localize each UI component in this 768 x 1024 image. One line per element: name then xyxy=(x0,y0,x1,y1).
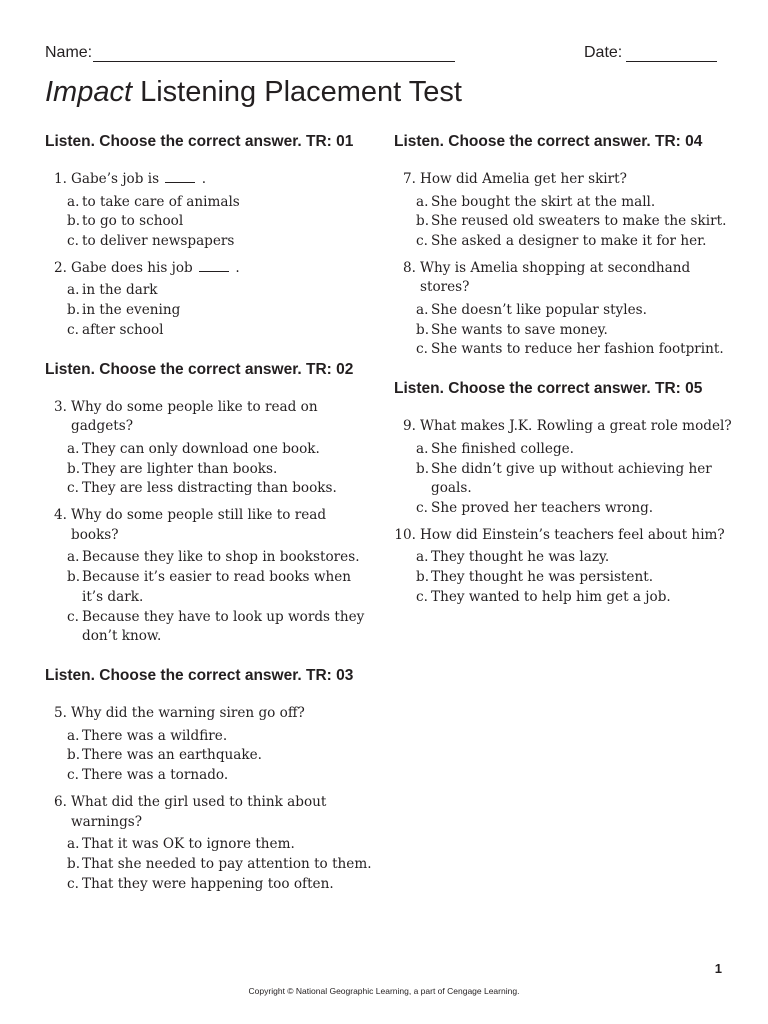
question-item xyxy=(394,526,734,608)
option-letter: c. xyxy=(67,875,79,892)
question-text-main: Gabe does his job xyxy=(71,259,193,276)
question-item xyxy=(45,704,375,786)
section-heading: Listen. Choose the correct answer. TR: 05 xyxy=(394,380,703,398)
option-text: That they were happening too often. xyxy=(82,875,334,892)
section-heading: Listen. Choose the correct answer. TR: 03 xyxy=(45,667,354,685)
option-letter: c. xyxy=(416,233,428,250)
question-text xyxy=(416,526,734,546)
answer-option[interactable] xyxy=(45,746,375,766)
answer-option[interactable] xyxy=(45,727,375,747)
option-text: She wants to save money. xyxy=(431,321,608,338)
answer-option[interactable] xyxy=(394,460,734,500)
answer-options xyxy=(45,440,375,499)
question-text-main: How did Einstein’s teachers feel about him? xyxy=(420,526,725,543)
option-letter: a. xyxy=(416,301,429,318)
question-text xyxy=(67,259,375,279)
option-text: There was a wildfire. xyxy=(82,727,228,744)
question-number: 1. xyxy=(54,171,67,187)
page-number: 1 xyxy=(714,961,722,976)
question-item xyxy=(394,259,734,360)
option-text: They are less distracting than books. xyxy=(82,480,337,497)
answer-option[interactable] xyxy=(45,875,375,895)
answer-options xyxy=(394,548,734,607)
name-field-line[interactable] xyxy=(93,61,455,62)
option-text: to go to school xyxy=(82,213,184,230)
answer-option[interactable] xyxy=(45,440,375,460)
answer-option[interactable] xyxy=(394,193,734,213)
question-text-main: Why do some people like to read on gadgets? xyxy=(71,398,318,435)
question-item xyxy=(45,259,375,341)
option-letter: a. xyxy=(67,836,80,853)
question-prompt xyxy=(45,793,375,832)
question-prompt xyxy=(394,526,734,546)
option-text: in the dark xyxy=(82,282,158,299)
answer-option[interactable] xyxy=(394,499,734,519)
answer-option[interactable] xyxy=(394,212,734,232)
question-section xyxy=(45,360,375,647)
answer-option[interactable] xyxy=(394,548,734,568)
question-number: 8. xyxy=(403,259,416,276)
question-prompt xyxy=(394,259,734,298)
option-letter: a. xyxy=(416,549,429,566)
question-number: 5. xyxy=(54,705,67,722)
answer-option[interactable] xyxy=(45,835,375,855)
question-prompt xyxy=(45,704,375,724)
question-text-main: Why did the warning siren go off? xyxy=(71,705,305,722)
question-text-main: Gabe’s job is xyxy=(71,171,160,187)
option-text: to deliver newspapers xyxy=(82,233,235,250)
question-number: 2. xyxy=(54,259,67,276)
question-text-main: What makes J.K. Rowling a great role model? xyxy=(420,418,732,435)
option-letter: c. xyxy=(67,608,79,625)
option-text: They wanted to help him get a job. xyxy=(431,589,671,606)
question-prompt xyxy=(45,506,375,545)
question-text xyxy=(67,704,375,724)
question-text xyxy=(67,398,375,437)
question-item xyxy=(45,170,375,252)
option-text: They thought he was lazy. xyxy=(431,549,610,566)
question-section xyxy=(45,666,375,894)
option-text: They thought he was persistent. xyxy=(431,569,654,586)
question-number: 9. xyxy=(403,418,416,435)
answer-option[interactable] xyxy=(45,568,375,608)
question-text-main: How did Amelia get her skirt? xyxy=(420,171,627,187)
option-letter: b. xyxy=(67,855,81,872)
question-section xyxy=(45,132,375,341)
option-text: Because it’s easier to read books when it’s dark. xyxy=(82,568,352,605)
option-text: Because they have to look up words they don’t know. xyxy=(82,608,365,645)
option-text: That it was OK to ignore them. xyxy=(82,836,295,853)
option-text: She reused old sweaters to make the skirt. xyxy=(431,213,727,230)
option-text: She asked a designer to make it for her. xyxy=(431,233,707,250)
option-letter: b. xyxy=(416,213,430,230)
answer-options xyxy=(45,193,375,252)
question-text xyxy=(67,170,375,190)
answer-option[interactable] xyxy=(45,281,375,301)
question-text-main: Why do some people still like to read books? xyxy=(71,507,327,543)
answer-option[interactable] xyxy=(45,479,375,499)
question-text-end: . xyxy=(235,259,240,276)
answer-options xyxy=(394,193,734,252)
question-number: 7. xyxy=(403,171,416,187)
question-text-main: What did the girl used to think about warnings? xyxy=(71,794,327,830)
option-letter: c. xyxy=(67,480,79,497)
option-letter: a. xyxy=(67,727,80,744)
question-prompt xyxy=(394,170,734,190)
option-letter: a. xyxy=(67,440,80,457)
section-heading: Listen. Choose the correct answer. TR: 02 xyxy=(45,360,354,378)
question-number: 3. xyxy=(54,398,67,415)
section-heading: Listen. Choose the correct answer. TR: 04 xyxy=(394,133,703,150)
option-text: She doesn’t like popular styles. xyxy=(431,301,647,318)
answer-blank xyxy=(165,181,195,183)
question-section xyxy=(394,379,734,608)
question-item xyxy=(394,170,734,252)
option-text: There was an earthquake. xyxy=(82,747,262,764)
question-text xyxy=(416,417,734,437)
option-letter: b. xyxy=(67,302,81,319)
date-label: Date: xyxy=(584,44,623,61)
option-text: She proved her teachers wrong. xyxy=(431,500,654,517)
question-section xyxy=(394,132,734,360)
answer-option[interactable] xyxy=(45,301,375,321)
option-text: They can only download one book. xyxy=(82,440,320,457)
answer-option[interactable] xyxy=(45,193,375,213)
option-text: She wants to reduce her fashion footprint. xyxy=(431,341,724,358)
answer-option[interactable] xyxy=(394,321,734,341)
answer-options xyxy=(45,548,375,647)
option-letter: b. xyxy=(67,747,81,764)
answer-option[interactable] xyxy=(45,212,375,232)
answer-options xyxy=(45,835,375,894)
question-text-main: Why is Amelia shopping at secondhand stores? xyxy=(420,259,691,296)
option-text: She didn’t give up without achieving her goals. xyxy=(431,460,712,497)
option-text: They are lighter than books. xyxy=(82,460,278,477)
option-text: She finished college. xyxy=(431,440,575,457)
option-letter: a. xyxy=(67,282,80,299)
option-text: in the evening xyxy=(82,302,181,319)
option-letter: b. xyxy=(67,568,81,585)
option-letter: a. xyxy=(416,440,429,457)
option-letter: b. xyxy=(416,321,430,338)
option-letter: a. xyxy=(416,193,429,210)
question-item xyxy=(45,793,375,894)
answer-options xyxy=(45,281,375,340)
option-letter: b. xyxy=(416,460,430,477)
answer-option[interactable] xyxy=(394,301,734,321)
title-rest: Listening Placement Test xyxy=(132,76,462,108)
option-letter: a. xyxy=(67,193,80,210)
option-text: She bought the skirt at the mall. xyxy=(431,193,656,210)
question-prompt xyxy=(394,417,734,437)
option-letter: c. xyxy=(416,500,428,517)
right-column xyxy=(394,132,734,627)
option-letter: a. xyxy=(67,549,80,566)
option-letter: c. xyxy=(416,341,428,358)
option-letter: b. xyxy=(67,460,81,477)
answer-option[interactable] xyxy=(45,855,375,875)
answer-option[interactable] xyxy=(45,232,375,252)
question-text-end: . xyxy=(201,171,207,187)
answer-options xyxy=(394,301,734,360)
name-label: Name: xyxy=(45,44,93,61)
question-text xyxy=(67,793,375,832)
answer-option[interactable] xyxy=(45,608,375,648)
option-letter: c. xyxy=(67,233,79,250)
section-heading: Listen. Choose the correct answer. TR: 01 xyxy=(45,133,354,150)
option-text: There was a tornado. xyxy=(82,767,229,784)
page-title xyxy=(45,76,462,109)
option-letter: b. xyxy=(416,569,430,586)
question-item xyxy=(45,506,375,647)
question-number: 6. xyxy=(54,794,67,811)
question-item xyxy=(394,417,734,519)
option-letter: c. xyxy=(416,589,428,606)
question-prompt xyxy=(45,398,375,437)
answer-option[interactable] xyxy=(394,568,734,588)
option-text: Because they like to shop in bookstores. xyxy=(82,549,360,566)
option-letter: c. xyxy=(67,321,79,338)
answer-option[interactable] xyxy=(45,460,375,480)
question-text xyxy=(416,259,734,298)
question-prompt xyxy=(45,170,375,190)
option-text: That she needed to pay attention to them. xyxy=(82,855,372,872)
copyright-notice: Copyright © National Geographic Learning, a part of Cengage Learning. xyxy=(248,986,520,996)
question-number: 4. xyxy=(54,507,67,524)
question-item xyxy=(45,398,375,499)
answer-option[interactable] xyxy=(394,340,734,360)
option-text: to take care of animals xyxy=(82,193,240,210)
option-letter: c. xyxy=(67,767,79,784)
question-text xyxy=(67,506,375,545)
answer-option[interactable] xyxy=(45,321,375,341)
answer-blank xyxy=(199,270,229,272)
option-letter: b. xyxy=(67,213,81,230)
question-text xyxy=(416,170,734,190)
answer-options xyxy=(394,440,734,519)
date-field-line[interactable] xyxy=(626,61,717,62)
answer-option[interactable] xyxy=(45,766,375,786)
left-column xyxy=(45,132,375,913)
option-text: after school xyxy=(82,321,164,338)
answer-options xyxy=(45,727,375,786)
title-italic: Impact xyxy=(45,76,133,108)
answer-option[interactable] xyxy=(394,588,734,608)
question-number: 10. xyxy=(394,526,416,543)
answer-option[interactable] xyxy=(394,440,734,460)
question-prompt xyxy=(45,259,375,279)
answer-option[interactable] xyxy=(394,232,734,252)
answer-option[interactable] xyxy=(45,548,375,568)
